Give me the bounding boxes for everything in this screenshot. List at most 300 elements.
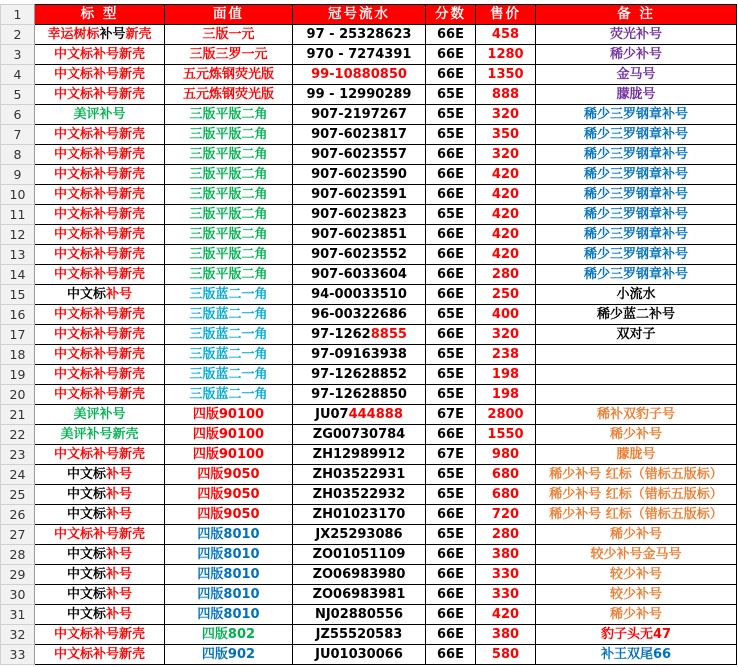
cell-remarks[interactable]: [536, 425, 737, 445]
row-number-header[interactable]: 1: [1, 5, 35, 25]
cell-remarks[interactable]: [536, 645, 737, 665]
cell-type[interactable]: [35, 25, 165, 45]
cell-type[interactable]: [35, 105, 165, 125]
cell-type[interactable]: [35, 345, 165, 365]
row-number[interactable]: 33: [1, 645, 35, 665]
cell-remarks[interactable]: [536, 165, 737, 185]
cell-serial[interactable]: [293, 485, 426, 505]
cell-type[interactable]: [35, 605, 165, 625]
cell-type-text: 补号: [106, 507, 133, 522]
cell-type[interactable]: [35, 265, 165, 285]
cell-type-text: 中文标补号新壳: [53, 67, 145, 82]
cell-type[interactable]: [35, 485, 165, 505]
cell-grade[interactable]: 65E: [426, 525, 476, 545]
cell-serial[interactable]: [293, 345, 426, 365]
cell-remarks[interactable]: [536, 445, 737, 465]
cell-price[interactable]: 350: [476, 125, 536, 145]
cell-grade[interactable]: 65E: [426, 205, 476, 225]
cell-serial[interactable]: [293, 625, 426, 645]
cell-type-text: 中文标补号新壳: [53, 207, 145, 222]
cell-remarks[interactable]: [536, 485, 737, 505]
cell-serial-text: JU07: [315, 407, 349, 422]
cell-price[interactable]: 238: [476, 345, 536, 365]
cell-price[interactable]: 380: [476, 625, 536, 645]
cell-serial[interactable]: [293, 285, 426, 305]
cell-price[interactable]: 330: [476, 565, 536, 585]
cell-serial[interactable]: [293, 85, 426, 105]
cell-grade[interactable]: 65E: [426, 465, 476, 485]
cell-remarks-text: 稀少补号: [609, 607, 662, 622]
row-number[interactable]: 28: [1, 545, 35, 565]
cell-grade[interactable]: 66E: [426, 645, 476, 665]
cell-remarks-text: 稀少三罗钢章补号: [583, 207, 688, 222]
cell-price[interactable]: 198: [476, 365, 536, 385]
table-body: [1, 25, 737, 665]
cell-price[interactable]: 680: [476, 485, 536, 505]
cell-serial[interactable]: [293, 465, 426, 485]
cell-remarks[interactable]: [536, 265, 737, 285]
cell-serial[interactable]: [293, 125, 426, 145]
cell-face-value[interactable]: [165, 165, 293, 185]
cell-price[interactable]: 420: [476, 165, 536, 185]
cell-type-text: 补号: [106, 487, 133, 502]
cell-type-text: 中文标补号新壳: [53, 87, 145, 102]
cell-type[interactable]: [35, 505, 165, 525]
cell-grade[interactable]: 65E: [426, 485, 476, 505]
cell-remarks[interactable]: [536, 25, 737, 45]
cell-face-value-text: 四版9050: [197, 507, 260, 522]
row-number[interactable]: 4: [1, 65, 35, 85]
cell-price[interactable]: 1350: [476, 65, 536, 85]
cell-face-value[interactable]: [165, 645, 293, 665]
cell-type[interactable]: [35, 225, 165, 245]
cell-face-value-text: 三版平版二角: [189, 227, 268, 242]
header-remarks[interactable]: 备 注: [536, 5, 737, 25]
cell-face-value[interactable]: [165, 445, 293, 465]
row-number[interactable]: 23: [1, 445, 35, 465]
cell-type-text: 中文标补号新壳: [53, 187, 145, 202]
cell-price[interactable]: 320: [476, 105, 536, 125]
row-number[interactable]: 2: [1, 25, 35, 45]
row-number[interactable]: 21: [1, 405, 35, 425]
cell-type[interactable]: [35, 205, 165, 225]
cell-face-value-text: 四版8010: [197, 567, 260, 582]
cell-face-value-text: 三版蓝二一角: [189, 327, 268, 342]
cell-grade[interactable]: 66E: [426, 245, 476, 265]
cell-price[interactable]: 380: [476, 545, 536, 565]
cell-serial[interactable]: [293, 445, 426, 465]
cell-price[interactable]: 420: [476, 185, 536, 205]
cell-serial-text: ZG00730784: [312, 427, 406, 442]
cell-serial-text: ZH03522931: [312, 467, 406, 482]
cell-remarks[interactable]: [536, 625, 737, 645]
cell-type[interactable]: [35, 645, 165, 665]
cell-serial[interactable]: [293, 265, 426, 285]
cell-face-value[interactable]: [165, 465, 293, 485]
cell-remarks[interactable]: [536, 325, 737, 345]
cell-face-value[interactable]: [165, 585, 293, 605]
cell-remarks-text: 朦胧号: [616, 87, 656, 102]
cell-grade[interactable]: 66E: [426, 225, 476, 245]
cell-grade[interactable]: 66E: [426, 25, 476, 45]
row-number[interactable]: 22: [1, 425, 35, 445]
cell-grade[interactable]: 66E: [426, 565, 476, 585]
cell-serial[interactable]: [293, 245, 426, 265]
cell-type[interactable]: [35, 405, 165, 425]
cell-grade[interactable]: 65E: [426, 365, 476, 385]
cell-type-text: 中文标补号新壳: [53, 127, 145, 142]
cell-type[interactable]: [35, 545, 165, 565]
cell-face-value[interactable]: [165, 105, 293, 125]
cell-face-value-text: 三版平版二角: [189, 207, 268, 222]
cell-serial[interactable]: [293, 385, 426, 405]
cell-grade[interactable]: 66E: [426, 265, 476, 285]
cell-remarks[interactable]: [536, 545, 737, 565]
cell-remarks[interactable]: [536, 285, 737, 305]
cell-price[interactable]: 580: [476, 645, 536, 665]
row-number[interactable]: 12: [1, 225, 35, 245]
cell-face-value[interactable]: [165, 25, 293, 45]
table-row: [1, 185, 737, 205]
cell-serial-text: ZO06983980: [312, 567, 406, 582]
cell-serial[interactable]: [293, 185, 426, 205]
cell-serial[interactable]: [293, 65, 426, 85]
cell-price[interactable]: 720: [476, 505, 536, 525]
cell-face-value[interactable]: [165, 505, 293, 525]
cell-price[interactable]: 420: [476, 605, 536, 625]
cell-type[interactable]: [35, 325, 165, 345]
cell-serial[interactable]: [293, 325, 426, 345]
table-row: [1, 245, 737, 265]
cell-grade[interactable]: 66E: [426, 65, 476, 85]
cell-serial-text: 907-6023590: [311, 167, 407, 182]
row-number[interactable]: 16: [1, 305, 35, 325]
cell-serial[interactable]: [293, 545, 426, 565]
cell-face-value[interactable]: [165, 305, 293, 325]
row-number[interactable]: 30: [1, 585, 35, 605]
cell-type[interactable]: [35, 125, 165, 145]
cell-price[interactable]: 320: [476, 145, 536, 165]
row-number[interactable]: 9: [1, 165, 35, 185]
row-number[interactable]: 25: [1, 485, 35, 505]
cell-remarks[interactable]: [536, 585, 737, 605]
row-number[interactable]: 19: [1, 365, 35, 385]
cell-type-text: 美评补号: [73, 107, 126, 122]
banknote-price-table: [0, 4, 737, 665]
table-row: [1, 465, 737, 485]
cell-face-value[interactable]: [165, 205, 293, 225]
cell-type-text: 中文标: [66, 587, 106, 602]
cell-type-text: 中文标: [66, 607, 106, 622]
cell-remarks[interactable]: [536, 105, 737, 125]
cell-remarks[interactable]: [536, 125, 737, 145]
cell-serial-text: 907-6023552: [311, 247, 407, 262]
row-number[interactable]: 14: [1, 265, 35, 285]
row-number[interactable]: 3: [1, 45, 35, 65]
cell-face-value-text: 三版蓝二一角: [189, 287, 268, 302]
cell-serial[interactable]: [293, 645, 426, 665]
cell-remarks-text: 稀少三罗钢章补号: [583, 147, 688, 162]
cell-price[interactable]: 250: [476, 285, 536, 305]
row-number[interactable]: 6: [1, 105, 35, 125]
cell-type-text: 中文标: [66, 567, 106, 582]
cell-type[interactable]: [35, 385, 165, 405]
cell-remarks[interactable]: [536, 245, 737, 265]
table-row: [1, 505, 737, 525]
cell-type[interactable]: [35, 625, 165, 645]
row-number[interactable]: 11: [1, 205, 35, 225]
cell-serial[interactable]: [293, 505, 426, 525]
cell-type-text: 中文标补号新壳: [53, 447, 145, 462]
cell-serial[interactable]: [293, 225, 426, 245]
table-row: [1, 85, 737, 105]
cell-price[interactable]: 330: [476, 585, 536, 605]
cell-face-value[interactable]: [165, 385, 293, 405]
cell-remarks-text: 稀补双豹子号: [596, 407, 675, 422]
row-number[interactable]: 8: [1, 145, 35, 165]
cell-type[interactable]: [35, 365, 165, 385]
row-number[interactable]: 10: [1, 185, 35, 205]
cell-price[interactable]: 1550: [476, 425, 536, 445]
cell-price[interactable]: 280: [476, 525, 536, 545]
cell-serial[interactable]: [293, 25, 426, 45]
cell-remarks-text: 稀少三罗钢章补号: [583, 127, 688, 142]
cell-remarks[interactable]: [536, 65, 737, 85]
cell-grade[interactable]: 66E: [426, 185, 476, 205]
cell-grade[interactable]: 66E: [426, 45, 476, 65]
cell-price[interactable]: 280: [476, 265, 536, 285]
cell-remarks[interactable]: [536, 85, 737, 105]
cell-serial[interactable]: [293, 305, 426, 325]
cell-serial-text: 907-2197267: [311, 107, 407, 122]
cell-remarks[interactable]: [536, 505, 737, 525]
cell-remarks[interactable]: [536, 185, 737, 205]
cell-type[interactable]: [35, 425, 165, 445]
row-number[interactable]: 27: [1, 525, 35, 545]
cell-price[interactable]: 458: [476, 25, 536, 45]
cell-serial[interactable]: [293, 605, 426, 625]
cell-grade[interactable]: 65E: [426, 105, 476, 125]
cell-price[interactable]: 2800: [476, 405, 536, 425]
cell-type[interactable]: [35, 165, 165, 185]
cell-face-value[interactable]: [165, 285, 293, 305]
table-row: [1, 265, 737, 285]
row-number[interactable]: 32: [1, 625, 35, 645]
cell-serial-text: ZH01023170: [312, 507, 406, 522]
row-number[interactable]: 20: [1, 385, 35, 405]
cell-type-text: 中文标补号新壳: [53, 387, 145, 402]
cell-remarks[interactable]: [536, 345, 737, 365]
cell-face-value[interactable]: [165, 525, 293, 545]
cell-remarks-text: 稀少补号 红标（错标五版标）: [549, 487, 723, 502]
cell-price[interactable]: 680: [476, 465, 536, 485]
cell-face-value[interactable]: [165, 45, 293, 65]
cell-grade[interactable]: 66E: [426, 605, 476, 625]
cell-price[interactable]: 980: [476, 445, 536, 465]
cell-remarks-text: 稀少补号: [609, 47, 662, 62]
header-type[interactable]: 标 型: [35, 5, 165, 25]
cell-face-value[interactable]: [165, 265, 293, 285]
cell-serial-text: 99-10880850: [311, 67, 407, 82]
header-serial-number[interactable]: 冠号流水: [293, 5, 426, 25]
header-face-value[interactable]: 面值: [165, 5, 293, 25]
cell-remarks-text: 补王双尾66: [600, 647, 672, 662]
cell-type[interactable]: [35, 185, 165, 205]
cell-type[interactable]: [35, 525, 165, 545]
cell-grade[interactable]: 66E: [426, 545, 476, 565]
cell-face-value[interactable]: [165, 405, 293, 425]
cell-type-text: 补号: [106, 547, 133, 562]
cell-remarks[interactable]: [536, 465, 737, 485]
table-row: [1, 545, 737, 565]
table-row: [1, 225, 737, 245]
cell-price[interactable]: 1280: [476, 45, 536, 65]
cell-serial-text: ZH03522932: [312, 487, 406, 502]
cell-type[interactable]: [35, 305, 165, 325]
table-row: [1, 105, 737, 125]
cell-type[interactable]: [35, 565, 165, 585]
cell-price[interactable]: 420: [476, 225, 536, 245]
cell-remarks[interactable]: [536, 385, 737, 405]
cell-grade[interactable]: 66E: [426, 285, 476, 305]
cell-serial[interactable]: [293, 365, 426, 385]
table-row: [1, 305, 737, 325]
cell-price[interactable]: 420: [476, 205, 536, 225]
cell-serial[interactable]: [293, 425, 426, 445]
cell-price[interactable]: 320: [476, 325, 536, 345]
cell-serial[interactable]: [293, 105, 426, 125]
cell-grade[interactable]: 66E: [426, 505, 476, 525]
cell-type[interactable]: [35, 145, 165, 165]
cell-type-text: 中文标补号新壳: [53, 307, 145, 322]
cell-face-value[interactable]: [165, 325, 293, 345]
cell-face-value[interactable]: [165, 425, 293, 445]
cell-serial[interactable]: [293, 165, 426, 185]
cell-type[interactable]: [35, 65, 165, 85]
cell-type[interactable]: [35, 85, 165, 105]
cell-type-text: 中文标补号新壳: [53, 367, 145, 382]
cell-grade[interactable]: 65E: [426, 345, 476, 365]
cell-face-value[interactable]: [165, 245, 293, 265]
cell-grade[interactable]: 66E: [426, 325, 476, 345]
row-number[interactable]: 7: [1, 125, 35, 145]
cell-serial[interactable]: [293, 585, 426, 605]
header-grade[interactable]: 分数: [426, 5, 476, 25]
cell-remarks[interactable]: [536, 365, 737, 385]
cell-grade[interactable]: 66E: [426, 165, 476, 185]
cell-face-value[interactable]: [165, 125, 293, 145]
cell-serial-text: ZH12989912: [312, 447, 406, 462]
cell-type-text: 中文标补号新壳: [53, 647, 145, 662]
cell-type[interactable]: [35, 465, 165, 485]
cell-grade[interactable]: 66E: [426, 625, 476, 645]
cell-type[interactable]: [35, 45, 165, 65]
cell-serial[interactable]: [293, 45, 426, 65]
cell-type-text: 中文标补号新壳: [53, 347, 145, 362]
cell-remarks[interactable]: [536, 565, 737, 585]
cell-serial[interactable]: [293, 525, 426, 545]
row-number[interactable]: 24: [1, 465, 35, 485]
cell-serial-text: 97-1262: [311, 327, 371, 342]
cell-face-value[interactable]: [165, 365, 293, 385]
cell-type-text: 中文标补号新壳: [53, 147, 145, 162]
cell-face-value[interactable]: [165, 145, 293, 165]
cell-price[interactable]: 888: [476, 85, 536, 105]
cell-type[interactable]: [35, 585, 165, 605]
cell-face-value[interactable]: [165, 85, 293, 105]
cell-type[interactable]: [35, 285, 165, 305]
table-row: [1, 565, 737, 585]
cell-remarks[interactable]: [536, 225, 737, 245]
table-row: [1, 205, 737, 225]
row-number[interactable]: 15: [1, 285, 35, 305]
cell-serial[interactable]: [293, 565, 426, 585]
cell-grade[interactable]: 67E: [426, 405, 476, 425]
cell-type[interactable]: [35, 445, 165, 465]
cell-face-value-text: 三版平版二角: [189, 267, 268, 282]
cell-type-text: 中文标补号新壳: [53, 167, 145, 182]
cell-remarks-text: 荧光补号: [609, 27, 662, 42]
cell-face-value[interactable]: [165, 225, 293, 245]
cell-face-value[interactable]: [165, 605, 293, 625]
cell-serial-text: 444888: [348, 407, 403, 422]
row-number[interactable]: 18: [1, 345, 35, 365]
cell-serial[interactable]: [293, 405, 426, 425]
table-row: [1, 625, 737, 645]
cell-remarks-text: 金马号: [616, 67, 656, 82]
cell-serial[interactable]: [293, 205, 426, 225]
cell-face-value[interactable]: [165, 625, 293, 645]
header-price[interactable]: 售价: [476, 5, 536, 25]
row-number[interactable]: 31: [1, 605, 35, 625]
cell-remarks[interactable]: [536, 145, 737, 165]
cell-remarks[interactable]: [536, 45, 737, 65]
cell-face-value[interactable]: [165, 185, 293, 205]
cell-grade[interactable]: 66E: [426, 425, 476, 445]
row-number[interactable]: 17: [1, 325, 35, 345]
cell-face-value[interactable]: [165, 345, 293, 365]
cell-price[interactable]: 400: [476, 305, 536, 325]
cell-grade[interactable]: 66E: [426, 145, 476, 165]
row-number[interactable]: 5: [1, 85, 35, 105]
cell-type-text: 中文标补号新壳: [53, 47, 145, 62]
cell-grade[interactable]: 66E: [426, 585, 476, 605]
cell-face-value[interactable]: [165, 545, 293, 565]
cell-remarks[interactable]: [536, 525, 737, 545]
cell-grade[interactable]: 65E: [426, 305, 476, 325]
cell-grade[interactable]: 65E: [426, 85, 476, 105]
row-number[interactable]: 26: [1, 505, 35, 525]
cell-remarks[interactable]: [536, 605, 737, 625]
cell-face-value[interactable]: [165, 565, 293, 585]
cell-face-value[interactable]: [165, 485, 293, 505]
cell-remarks[interactable]: [536, 205, 737, 225]
cell-face-value[interactable]: [165, 65, 293, 85]
cell-serial-text: 907-6023817: [311, 127, 407, 142]
row-number[interactable]: 29: [1, 565, 35, 585]
cell-grade[interactable]: 65E: [426, 385, 476, 405]
cell-grade[interactable]: 65E: [426, 125, 476, 145]
cell-serial-text: 8855: [370, 327, 407, 342]
cell-serial[interactable]: [293, 145, 426, 165]
cell-price[interactable]: 420: [476, 245, 536, 265]
row-number[interactable]: 13: [1, 245, 35, 265]
cell-type[interactable]: [35, 245, 165, 265]
cell-remarks[interactable]: [536, 405, 737, 425]
cell-remarks[interactable]: [536, 305, 737, 325]
cell-price[interactable]: 198: [476, 385, 536, 405]
cell-grade[interactable]: 67E: [426, 445, 476, 465]
